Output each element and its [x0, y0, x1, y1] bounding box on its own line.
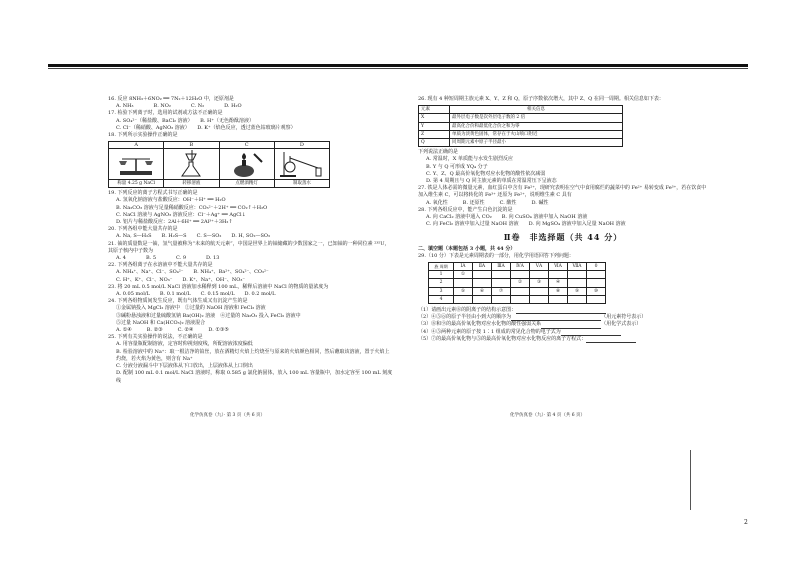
element-cell [568, 279, 587, 287]
left-page [108, 96, 393, 385]
q16: 16. 反应 8NH₃＋6NO₂ ══ 7N₂＋12H₂O 中，还原剂是 [108, 96, 234, 102]
q27: 27. 铁是人体必需的微量元素，血红蛋白中含有 Fe²⁺，现研究表明在空气中食用腐烂的蔬菜中的 Fe²⁺ 易转变成 Fe³⁺，若在饮食中加入维生素 C，可以将转化的 Fe³⁺ 还原为 Fe²⁺，说明维生素 C 具有 [418, 185, 707, 199]
q26-option-b: B. Y 与 Q 可形成 YQ₄ 分子 [426, 163, 488, 170]
element-cell [454, 295, 473, 303]
top-rule-thin [48, 68, 748, 69]
group-header: ⅢA [492, 263, 511, 271]
section-ii-title: Ⅱ卷 非选择题（共 44 分） [503, 232, 623, 243]
q26-prompt: 下列说法正确的是 [418, 149, 459, 156]
element-cell [549, 295, 568, 303]
table-cell: 同周期元素中原子半径最小 [450, 139, 623, 147]
q16-options: A. NH₃ B. NO₂ C. N₂ D. H₂O [116, 103, 242, 110]
alcohol-lamp-icon [220, 149, 274, 180]
element-cell: ⑤ [454, 287, 473, 295]
q29-sub4-text: （4）④⑤两种元素的原子按 1∶1 组成的常见化合物的电子式为 [418, 328, 561, 335]
q25-option-c: C. 分液分液漏斗中下层液体从下口放出，上层液体从上口倒出 [116, 363, 253, 370]
period-label: 1 [429, 271, 454, 279]
element-cell [511, 271, 530, 279]
element-cell [492, 279, 511, 287]
right-footer: 化学仿真卷（九）· 第 4 页（共 6 页） [510, 413, 586, 418]
group-header: ⅥA [549, 263, 568, 271]
group-header: ⅠA [454, 263, 473, 271]
q21: 21. 铀的质量数是一铀，氢气量被称为“未来的航天元素”，中国是世界上的铀储藏的少数国家之一，已知铀的一种同位素 ²³⁵U，其原子核内中子数为 [108, 240, 390, 254]
element-cell [587, 271, 606, 279]
q24: 24. 下列各组物质间发生反应，既有气体生成又有沉淀产生的是 [108, 298, 248, 305]
q22-options-cd: C. H⁺、K⁺、Cl⁻、NO₃⁻ D. K⁺、Na⁺、OH⁻、NO₃⁻ [116, 276, 245, 283]
element-cell: ⑩ [587, 287, 606, 295]
q26: 26. 现有 4 种短周期主族元素 X、Y、Z 和 Q，原子序数依次增大，其中 Z、Q 在同一周期。相关信息如下表： [418, 96, 664, 102]
element-cell [511, 295, 530, 303]
apparatus-a [109, 142, 164, 187]
apparatus-label: A [109, 142, 163, 149]
q25-option-a: A. 用容量瓶配制溶液，定容时仰视刻度线，所配溶液浓度偏低 [116, 341, 253, 348]
element-cell [568, 271, 587, 279]
table-cell: 单质为淡黄色固体，常存在于火山喷口附近 [450, 130, 623, 138]
apparatus-label: C [220, 142, 274, 149]
q19-option-a: A. 氢氧化钠溶液与盐酸反应：OH⁻＋H⁺ ══ H₂O [116, 197, 226, 204]
element-cell [492, 295, 511, 303]
table-cell: 最高化合价和最低化合价之和为零 [450, 122, 623, 130]
table-cell: X [419, 114, 450, 122]
table-cell: Z [419, 130, 450, 138]
element-cell [473, 295, 492, 303]
element-cell: ⑥ [473, 287, 492, 295]
period-label: 3 [429, 287, 454, 295]
q25-option-b: B. 检验溶液中的 Na⁺：取一根洁净的铂丝，放在酒精灯火焰上灼烧至与原来的火焰颜色相同，然后蘸取该溶液，置于火焰上灼烧，若火焰为黄色，则含有 Na⁺ [116, 348, 390, 362]
top-rule [48, 64, 748, 67]
period-label: 2 [429, 279, 454, 287]
q20-options: A. Na, S—H₂S B. H₂S—S C. S—SO₂ D. H, SO₂—SO₃ [116, 233, 270, 240]
apparatus-caption: 转移溶液 [182, 181, 201, 187]
q26-table [418, 105, 623, 147]
q29-sub3 [418, 321, 708, 328]
q19-option-b: B. Na₂CO₃ 溶液与足量稀硝酸反应：CO₃²⁻＋2H⁺ ══ CO₂↑＋H₂O [116, 204, 268, 211]
q24-item-1: ①金属钠投入 MgCl₂ 溶液中 ②过量的 NaOH 溶液和 FeCl₃ 溶液 [116, 305, 266, 312]
group-header: ⅤA [530, 263, 549, 271]
apparatus-label: D [275, 142, 329, 149]
q28-options-cd: C. 向 FeCl₂ 溶液中加入过量 NaOH 溶液 D. 向 MgSO₄ 溶液中加入足量 NaOH 溶液 [426, 221, 626, 228]
table-cell: Q [419, 139, 450, 147]
distillation-icon [275, 149, 329, 180]
element-cell [568, 295, 587, 303]
q26-option-d: D. 第 4 周期且与 Q 同主族元素的单质在常温常压下呈液态 [426, 178, 557, 185]
element-cell [511, 287, 530, 295]
apparatus-d [275, 142, 329, 187]
q29-sub2-text: （2）④⑤⑥的原子半径由小到大的顺序为 [418, 314, 512, 321]
q18-apparatus-figure [108, 141, 330, 188]
q29-sub2-note: （用元素符号表示） [601, 314, 647, 321]
page-number: 2 [744, 519, 748, 526]
group-header: ⅣA [511, 263, 530, 271]
q29-sub4 [418, 329, 708, 336]
q25-option-d: D. 配制 100 mL 0.1 mol/L NaCl 溶液时，称取 0.585 g 氯化钠固体，放入 100 mL 容量瓶中，加水定容至 100 mL 刻度线 [116, 370, 393, 384]
margin-line [690, 450, 691, 510]
q22-options-ab: A. NH₄⁺、Na⁺、Cl⁻、SO₄²⁻ B. NH₄⁺、Ba²⁺、SO₄²⁻、CO₃²⁻ [116, 269, 269, 276]
q27-options: A. 氧化性 B. 还原性 C. 酸性 D. 碱性 [426, 199, 549, 206]
q19-option-d: D. 铝片与稀盐酸反应：2Al＋6H⁺ ══ 2Al³⁺＋3H₂↑ [116, 219, 233, 226]
table-header: 元素 [419, 106, 450, 114]
group-header: ⅡA [473, 263, 492, 271]
table-header: 相关信息 [450, 106, 623, 114]
element-cell: ② [511, 279, 530, 287]
q19: 19. 下列反应的离子方程式书写正确的是 [108, 190, 198, 197]
element-cell [530, 295, 549, 303]
flask-transfer-icon [164, 149, 218, 180]
q25: 25. 下列有关实验操作的说法，不正确的是 [108, 334, 203, 341]
q29: 29.（10 分）下表是元素周期表的一部分，用化学用语回答下列问题： [418, 252, 574, 259]
element-cell: ③ [530, 279, 549, 287]
element-cell [549, 271, 568, 279]
q19-option-c: C. NaCl 溶液与 AgNO₃ 溶液反应：Cl⁻＋Ag⁺ ══ AgCl↓ [116, 211, 246, 218]
group-header: ⅦA [568, 263, 587, 271]
q23-options: A. 0.05 mol/L B. 0.1 mol/L C. 0.15 mol/L D. 0.2 mol/L [116, 291, 276, 298]
element-cell [587, 279, 606, 287]
q26-option-a: A. 常温时，X 单质能与水发生剧烈反应 [426, 156, 513, 163]
q17-options-cd: C. Cl⁻（稀硝酸、AgNO₃ 溶液） D. K⁺（焰色反应，透过蓝色钴玻璃片观察） [116, 124, 296, 131]
periodic-table-fragment [428, 262, 606, 304]
table-cell: 最外层电子数是次外层电子数的 2 倍 [450, 114, 623, 122]
element-cell [530, 271, 549, 279]
element-cell: ⑨ [568, 287, 587, 295]
element-cell: ④ [549, 279, 568, 287]
q18: 18. 下列所示实验操作正确的是 [108, 132, 178, 139]
element-cell: ⑧ [549, 287, 568, 295]
q28-options-ab: A. 向 CaCl₂ 溶液中通入 CO₂ B. 向 CuSO₄ 溶液中加入 NaOH 溶液 [426, 214, 588, 221]
element-cell [492, 271, 511, 279]
q23: 23. 将 20 mL 0.5 mol/L NaCl 溶液加水稀释到 100 mL，稀释后溶液中 NaCl 的物质的量浓度为 [108, 283, 329, 290]
apparatus-caption: 制取蒸水 [292, 181, 311, 187]
element-cell [454, 279, 473, 287]
period-label: 4 [429, 295, 454, 303]
q21-options: A. 4 B. 5 C. 9 D. 13 [116, 255, 220, 262]
balance-icon [109, 149, 163, 180]
q22: 22. 下列各组离子在水溶液中不能大量共存的是 [108, 262, 213, 269]
element-cell [473, 279, 492, 287]
q29-sub3-text: （3）⑧和⑨的最高价氧化物对应水化物的酸性强弱关系 [418, 321, 542, 328]
element-cell: ① [454, 271, 473, 279]
apparatus-b [164, 142, 219, 187]
q29-sub3-note: （用化学式表示） [601, 321, 642, 328]
apparatus-caption: 称量 4.25 g NaCl [117, 181, 155, 187]
q26-option-c: C. Y、Z、Q 最高价氧化物对应水化物的酸性依次减弱 [426, 170, 546, 177]
q28: 28. 下列各组反应中，能产生白色沉淀的是 [418, 206, 513, 213]
q20: 20. 下列各组中能大量共存的是 [108, 226, 178, 233]
q24-item-3: ⑤过量 NaOH 和 Ca(HCO₃)₂ 溶液混合 [116, 319, 206, 326]
element-cell [473, 271, 492, 279]
part-two-title: 二、填空题（本题包括 3 小题，共 44 分） [418, 245, 516, 252]
element-cell: ⑦ [492, 287, 511, 295]
apparatus-c [220, 142, 275, 187]
q29-sub1-text: （1）请画出元素⑧的阴离子的结构示意图： [418, 307, 517, 314]
element-cell [530, 287, 549, 295]
q29-sub5 [418, 336, 708, 343]
group-header: 0 [587, 263, 606, 271]
element-cell [587, 295, 606, 303]
left-footer: 化学仿真卷（九）· 第 3 页（共 6 页） [190, 413, 266, 418]
q24-item-2: ③碱粉悬浊液和过量硫酸氢钠 Ba(OH)₂ 溶液 ④过量的 Na₂O₂ 投入 FeCl₃ 溶液中 [116, 312, 301, 319]
right-page [418, 96, 708, 343]
q29-sub5-text: （5）⑦的最高价氧化物与⑤的最高价氧化物对应水化物反应的离子方程式： [418, 335, 587, 342]
table-corner: 族 周期 [429, 263, 454, 271]
apparatus-caption: 点燃酒精灯 [235, 181, 258, 187]
apparatus-label: B [164, 142, 218, 149]
table-cell: Y [419, 122, 450, 130]
q17: 17. 检验下列离子时，选用的试剂或方法不正确的是 [108, 110, 223, 117]
q24-options: A. ①④ B. ②③ C. ②④ D. ①③⑤ [116, 327, 229, 334]
q17-options-ab: A. SO₄²⁻（稀盐酸、BaCl₂ 溶液） B. H⁺（无色酚酞溶液） [116, 117, 254, 124]
answer-blank[interactable] [586, 337, 636, 343]
